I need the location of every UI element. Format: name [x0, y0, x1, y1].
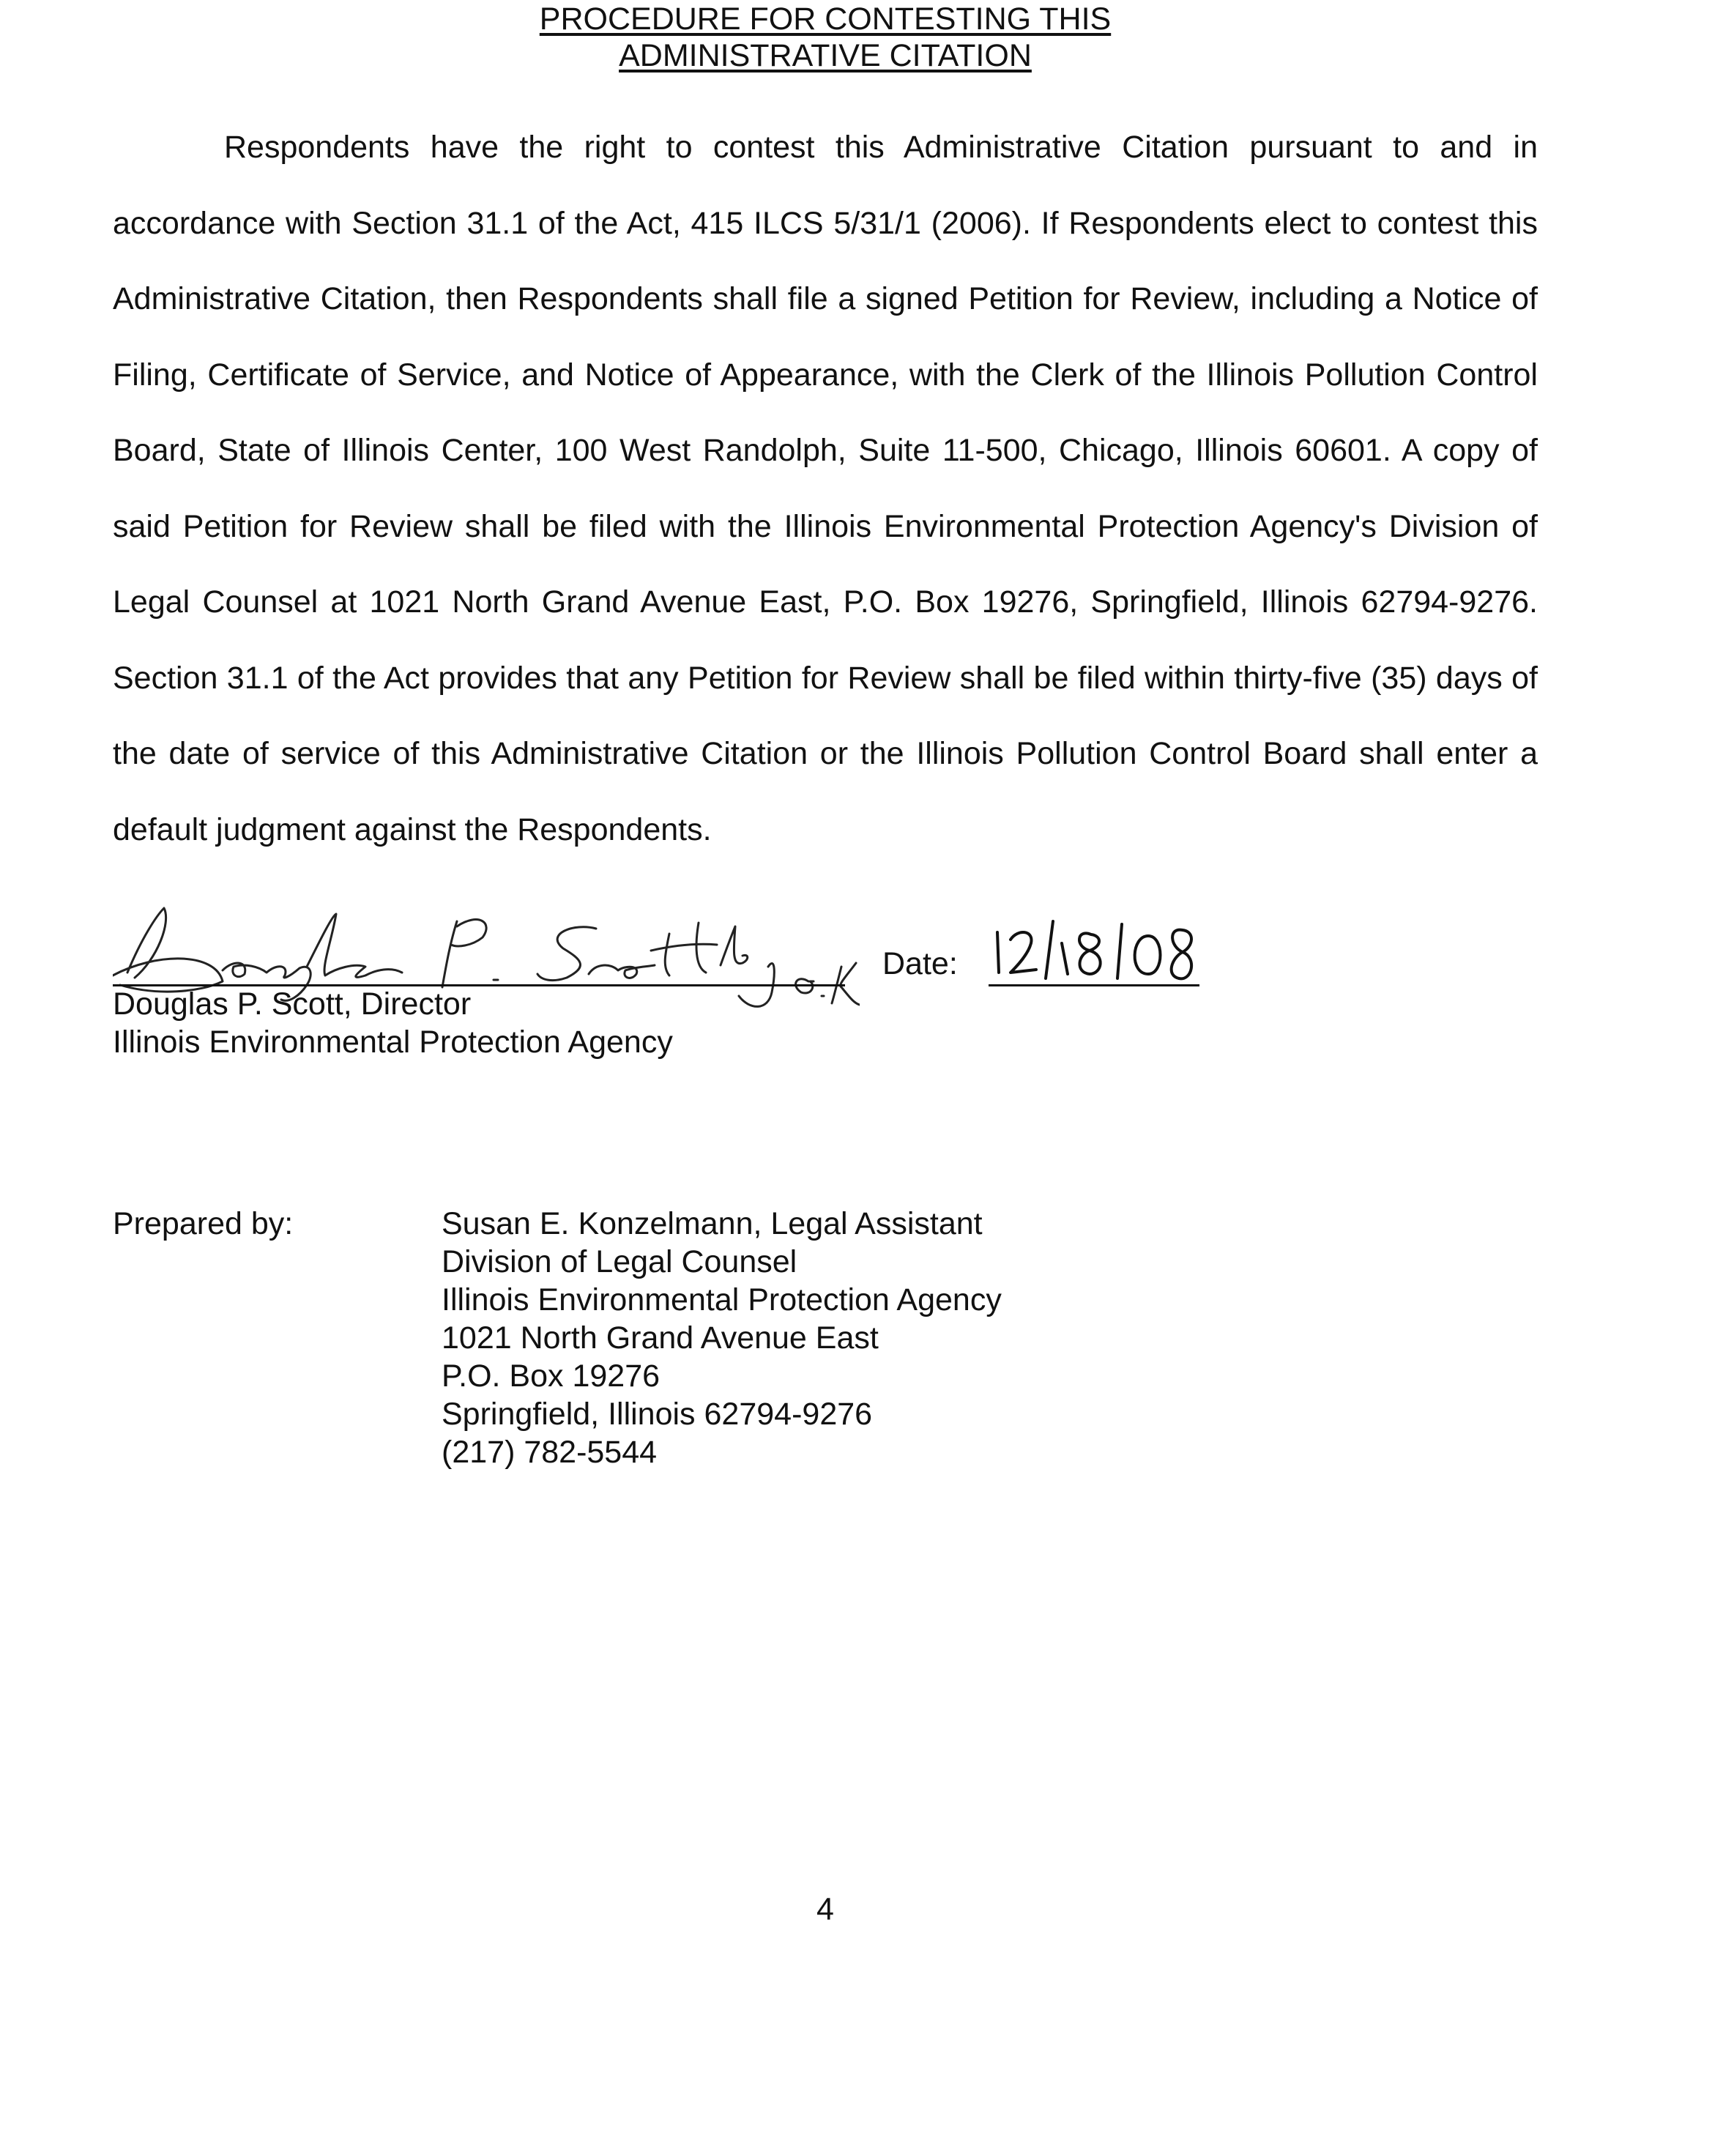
preparer-street: 1021 North Grand Avenue East [442, 1320, 879, 1356]
signer-name-title: Douglas P. Scott, Director [113, 986, 472, 1022]
prepared-by-label: Prepared by: [113, 1206, 294, 1241]
date-label: Date: [882, 946, 958, 981]
page-number: 4 [816, 1892, 834, 1927]
signer-organization: Illinois Environmental Protection Agency [113, 1025, 673, 1060]
document-title-line-2: ADMINISTRATIVE CITATION [619, 38, 1032, 73]
preparer-city: Springfield, Illinois 62794-9276 [442, 1397, 873, 1432]
procedure-paragraph: Respondents have the right to contest this Administrative Citation pursuant to and in accordance with Section 31.1 of the Act, 415 ILCS 5/31/1 (2006). If Respondents elect to contest this Administrative Citation, then Respondents shall file a signed Petition for Review, including a Notice of Filing, Certificate of Service, and Notice of Appearance, with the Clerk of the Illinois Pollution Control Board, State of Illinois Center, 100 West Randolph, Suite 11-500, Chicago, Illinois 60601. A copy of said Petition for Review shall be filed with the Illinois Environmental Protection Agency's Division of Legal Counsel at 1021 North Grand Avenue East, P.O. Box 19276, Springfield, Illinois 62794-9276. Section 31.1 of the Act provides that any Petition for Review shall be filed within thirty-five (35) days of the date of service of this Administrative Citation or the Illinois Pollution Control Board shall enter a default judgment against the Respondents. [113, 130, 1538, 847]
preparer-phone: (217) 782-5544 [442, 1435, 658, 1470]
prepared-by-address [442, 1205, 1002, 1471]
preparer-po-box: P.O. Box 19276 [442, 1358, 661, 1394]
preparer-division: Division of Legal Counsel [442, 1244, 797, 1279]
date-line [989, 984, 1199, 986]
document-title-line-1: PROCEDURE FOR CONTESTING THIS [539, 1, 1112, 37]
handwritten-date [989, 914, 1201, 987]
preparer-agency: Illinois Environmental Protection Agency [442, 1282, 1002, 1317]
preparer-name: Susan E. Konzelmann, Legal Assistant [442, 1206, 983, 1241]
